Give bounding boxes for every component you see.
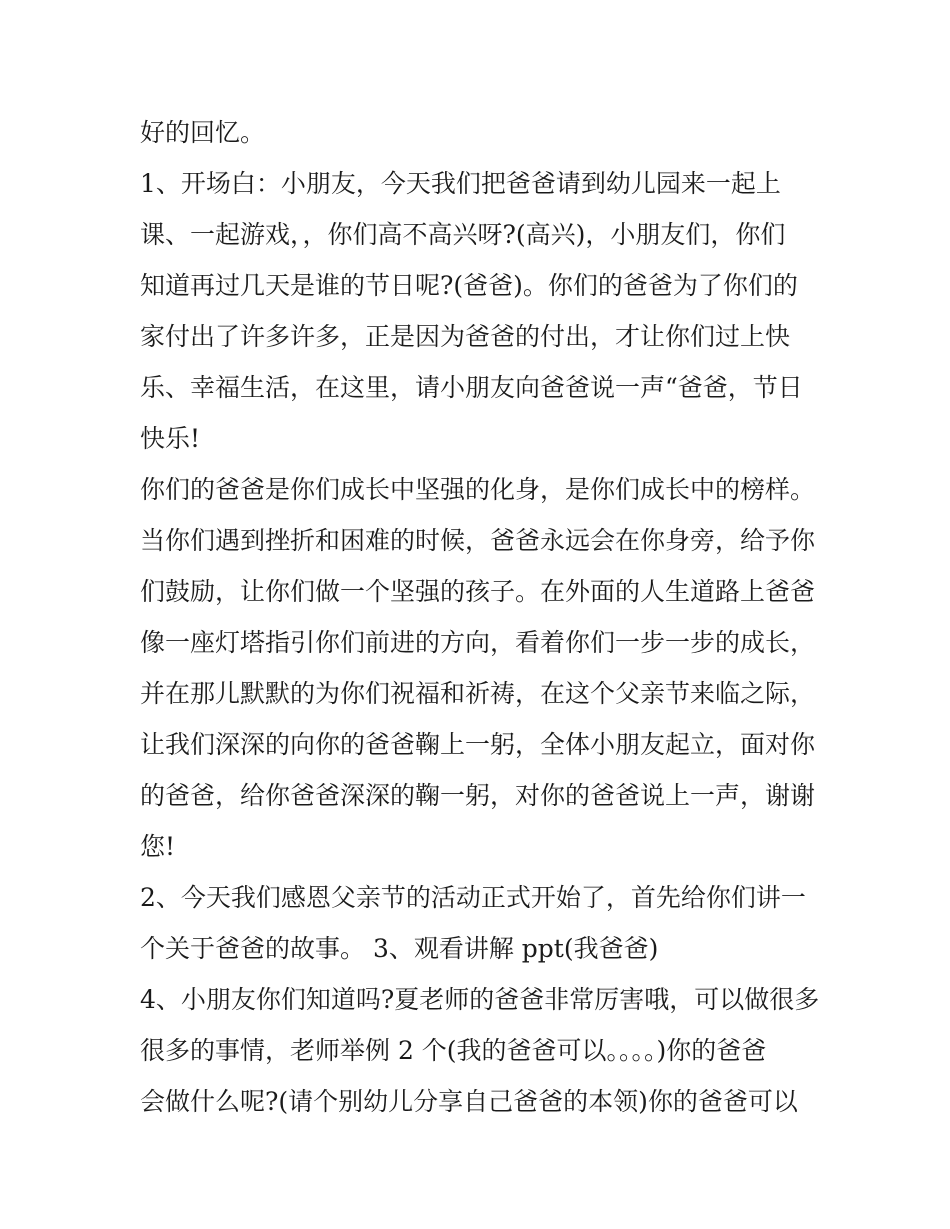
text-line: 当你们遇到挫折和困难的时候，爸爸永远会在你身旁，给予你 — [140, 526, 816, 555]
text-line: 家付出了许多许多，正是因为爸爸的付出，才让你们过上快 — [140, 322, 791, 351]
text-line: 很多的事情，老师举例 2 个(我的爸爸可以。。。。)你的爸爸 — [140, 1036, 767, 1065]
text-line: 的爸爸，给你爸爸深深的鞠一躬，对你的爸爸说上一声，谢谢 — [140, 781, 816, 810]
text-line: 你们的爸爸是你们成长中坚强的化身，是你们成长中的榜样。 — [140, 475, 816, 504]
text-line: 会做什么呢?(请个别幼儿分享自己爸爸的本领)你的爸爸可以 — [140, 1087, 798, 1116]
text-line: 个关于爸爸的故事。 3、观看讲解 ppt(我爸爸) — [140, 934, 659, 963]
text-line: 2、今天我们感恩父亲节的活动正式开始了，首先给你们讲一 — [140, 883, 806, 912]
document-body — [140, 107, 820, 1127]
text-line: 好的回忆。 — [140, 118, 266, 147]
text-line: 并在那儿默默的为你们祝福和祈祷，在这个父亲节来临之际， — [140, 679, 816, 708]
text-line: 让我们深深的向你的爸爸鞠上一躬，全体小朋友起立，面对你 — [140, 730, 816, 759]
text-line: 4、小朋友你们知道吗?夏老师的爸爸非常厉害哦，可以做很多 — [140, 985, 820, 1014]
text-line: 课、一起游戏，，你们高不高兴呀?(高兴)，小朋友们，你们 — [140, 220, 786, 249]
text-line: 1、开场白：小朋友，今天我们把爸爸请到幼儿园来一起上 — [140, 169, 781, 198]
text-line: 们鼓励，让你们做一个坚强的孩子。在外面的人生道路上爸爸 — [140, 577, 816, 606]
text-line: 快乐! — [140, 424, 201, 453]
text-line: 像一座灯塔指引你们前进的方向，看着你们一步一步的成长， — [140, 628, 816, 657]
text-line: 知道再过几天是谁的节日呢?(爸爸)。你们的爸爸为了你们的 — [140, 271, 798, 300]
text-line: 您! — [140, 832, 176, 861]
text-line: 乐、幸福生活，在这里，请小朋友向爸爸说一声“爸爸，节日 — [140, 373, 803, 402]
